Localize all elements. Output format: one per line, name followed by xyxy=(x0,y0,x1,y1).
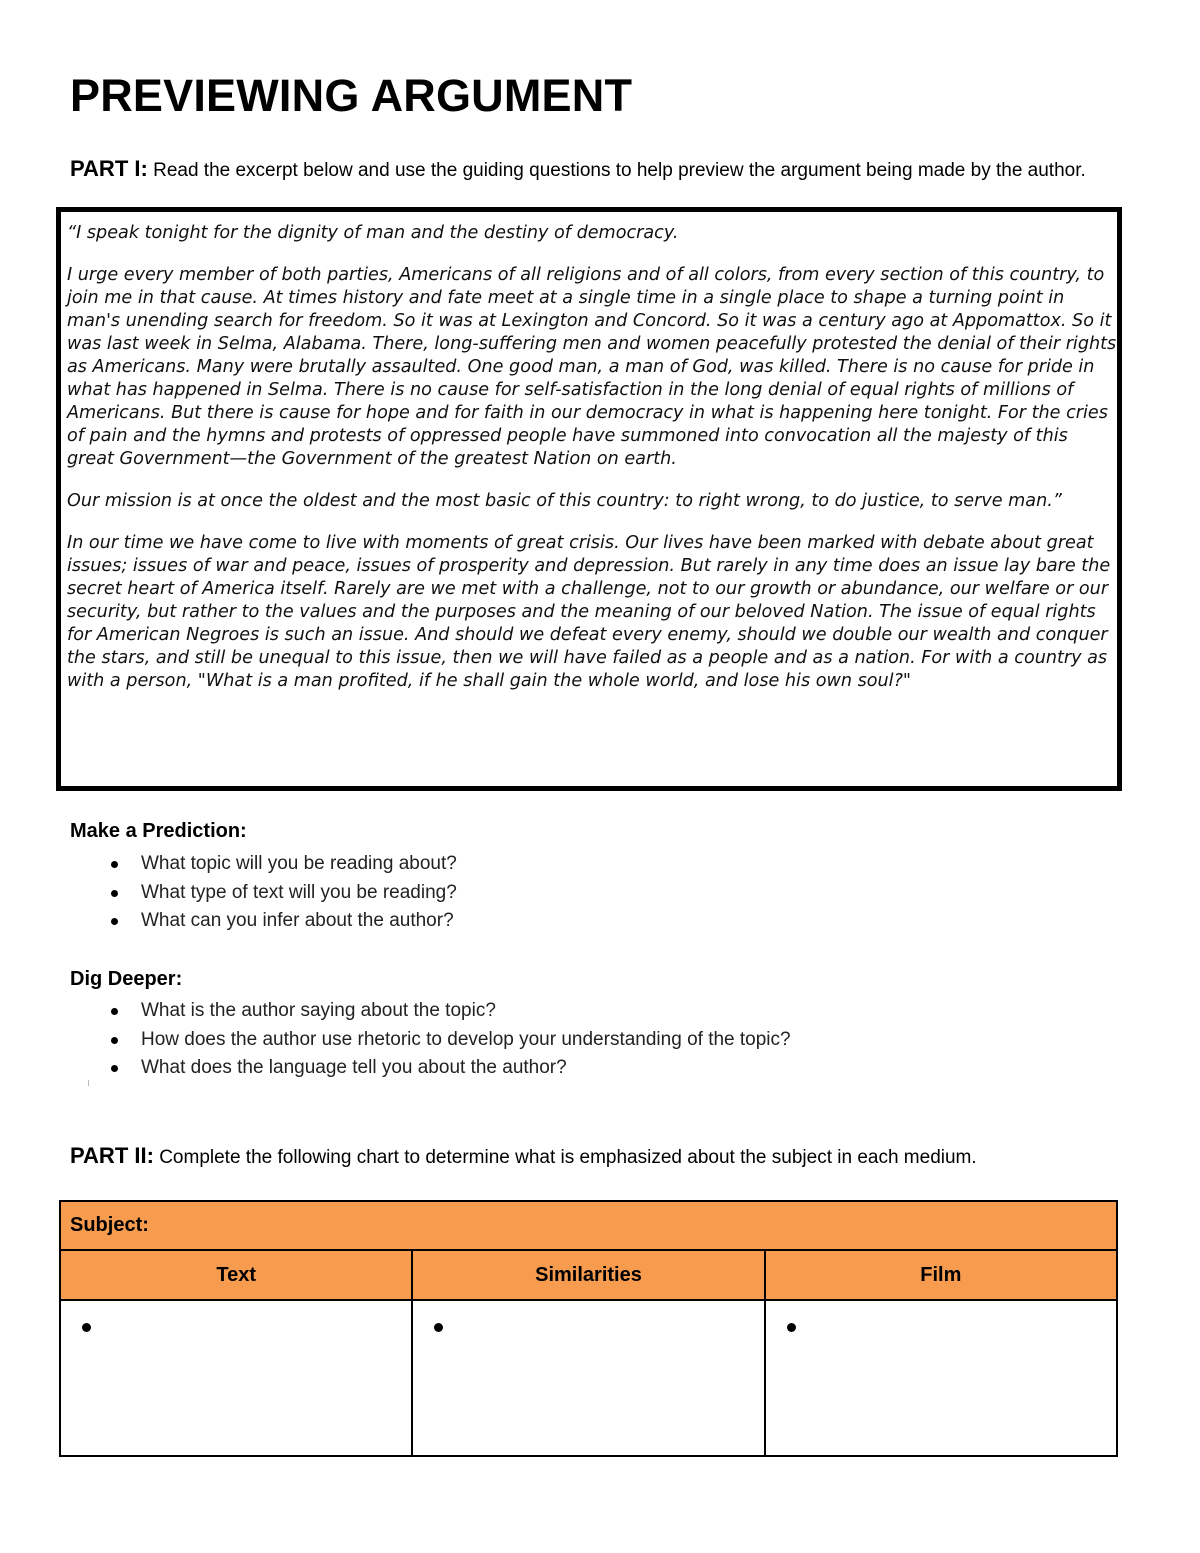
list-item xyxy=(70,850,457,879)
bullet-icon xyxy=(111,1008,118,1015)
bullet-icon xyxy=(111,1065,118,1072)
bullet-icon xyxy=(787,1323,796,1332)
dig-deeper-questions xyxy=(70,997,791,1083)
question-text: How does the author use rhetoric to develop your understanding of the topic? xyxy=(141,1028,791,1050)
stray-mark xyxy=(88,1080,89,1086)
part1-label: PART I: xyxy=(70,156,148,181)
bullet-icon xyxy=(111,861,118,868)
part1-instruction: Read the excerpt below and use the guiding questions to help preview the argument being made by the author. xyxy=(153,160,1086,181)
question-text: What is the author saying about the topic? xyxy=(141,1000,496,1021)
excerpt-paragraph: I urge every member of both parties, Americans of all religions and of all colors, from every section of this country, to join me in that cause. At times history and fate meet at a single time in a single place to shape a turning point in man's unending search for freedom. So it was at Lexington and Concord. So it was a century ago at Appomattox. So it was last week in Selma, Alabama. There, long-suffering men and women peacefully protested the denial of their rights as Americans. Many were brutally assaulted. One good man, a man of God, was killed. There is no cause for pride in what has happened in Selma. There is no cause for self-satisfaction in the long denial of equal rights of millions of Americans. But there is cause for hope and for faith in our democracy in what is happening here tonight. For the cries of pain and the hymns and protests of oppressed people have summoned into convocation all the majesty of this great Government—the Government of the greatest Nation on earth. xyxy=(67,265,1117,469)
subject-row xyxy=(60,1201,1117,1250)
speech-excerpt xyxy=(67,222,1117,712)
list-item xyxy=(70,907,457,936)
column-header-similarities: Similarities xyxy=(412,1250,764,1300)
similarities-answer-cell[interactable] xyxy=(412,1300,764,1456)
question-text: What does the language tell you about the author? xyxy=(141,1057,567,1078)
list-item xyxy=(70,1054,791,1083)
list-item xyxy=(70,1026,791,1055)
dig-deeper-heading: Dig Deeper: xyxy=(70,968,183,990)
column-header-row xyxy=(60,1250,1117,1300)
bullet-icon xyxy=(111,1037,118,1044)
part1-intro xyxy=(70,155,1130,184)
column-header-film: Film xyxy=(765,1250,1117,1300)
subject-cell[interactable]: Subject: xyxy=(60,1201,1117,1250)
part2-instruction: Complete the following chart to determine what is emphasized about the subject in each medium. xyxy=(159,1147,977,1168)
bullet-icon xyxy=(111,890,118,897)
column-header-text: Text xyxy=(60,1250,412,1300)
question-text: What type of text will you be reading? xyxy=(141,881,457,903)
prediction-questions xyxy=(70,850,457,936)
excerpt-paragraph: In our time we have come to live with moments of great crisis. Our lives have been marked with debate about great issues; issues of war and peace, issues of prosperity and depression. But rarely in any time does an issue lay bare the secret heart of America itself. Rarely are we met with a challenge, not to our growth or abundance, our welfare or our security, but rather to the values and the purposes and the meaning of our beloved Nation. The issue of equal rights for American Negroes is such an issue. And should we defeat every enemy, should we double our wealth and conquer the stars, and still be unequal to this issue, then we will have failed as a people and as a nation. For with a country as with a person, "What is a man profited, if he shall gain the whole world, and lose his own soul?" xyxy=(67,533,1111,691)
prediction-heading: Make a Prediction: xyxy=(70,820,247,842)
part2-label: PART II: xyxy=(70,1143,154,1168)
excerpt-paragraph: “I speak tonight for the dignity of man and the destiny of democracy. xyxy=(67,223,679,243)
film-answer-cell[interactable] xyxy=(765,1300,1117,1456)
bullet-icon xyxy=(111,918,118,925)
part2-intro xyxy=(70,1142,1130,1171)
list-item xyxy=(70,879,457,908)
list-item xyxy=(70,997,791,1026)
page-title: PREVIEWING ARGUMENT xyxy=(70,70,633,121)
answer-row xyxy=(60,1300,1117,1456)
excerpt-paragraph: Our mission is at once the oldest and the most basic of this country: to right wrong, to do justice, to serve man.” xyxy=(67,491,1062,511)
comparison-chart xyxy=(59,1200,1118,1457)
bullet-icon xyxy=(82,1323,91,1332)
bullet-icon xyxy=(434,1323,443,1332)
question-text: What can you infer about the author? xyxy=(141,910,454,931)
text-answer-cell[interactable] xyxy=(60,1300,412,1456)
question-text: What topic will you be reading about? xyxy=(141,853,457,874)
